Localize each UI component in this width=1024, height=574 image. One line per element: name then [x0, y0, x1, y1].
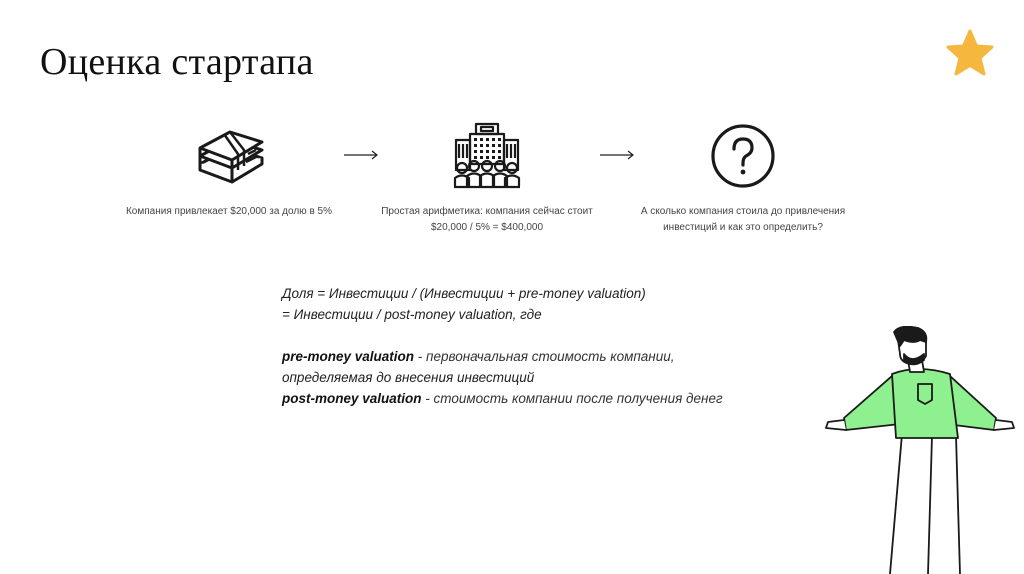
- question-circle-icon: [708, 122, 778, 190]
- pre-money-description: - первоначальная стоимость компании,: [414, 349, 675, 364]
- pre-money-term: pre-money valuation: [282, 349, 415, 364]
- step-3-caption: А сколько компания стоила до привлечения инвестиций и как это определить?: [640, 206, 846, 233]
- pre-money-definition: [282, 346, 802, 367]
- slide-title: Оценка стартапа: [40, 41, 314, 83]
- star-icon: [944, 28, 996, 78]
- arrow-right-icon: [599, 149, 635, 161]
- building-crowd-icon: [452, 122, 522, 190]
- formula-block: [282, 283, 802, 409]
- post-money-definition: [282, 388, 802, 409]
- formula-line-1: Доля = Инвестиции / (Инвестиции + pre-money valuation): [282, 286, 646, 301]
- money-stack-icon: [196, 124, 266, 188]
- post-money-description: - стоимость компании после получения денег: [421, 391, 723, 406]
- pre-money-definition-cont: определяемая до внесения инвестиций: [282, 370, 535, 385]
- formula-line-2: = Инвестиции / post-money valuation, где: [282, 307, 542, 322]
- step-1-caption: Компания привлекает $20,000 за долю в 5%: [125, 206, 332, 217]
- post-money-term: post-money valuation: [282, 391, 422, 406]
- step-2-caption: Простая арифметика: компания сейчас стоит $20,000 / 5% = $400,000: [381, 206, 593, 233]
- shrugging-person-illustration: [820, 326, 1020, 574]
- arrow-right-icon: [343, 149, 379, 161]
